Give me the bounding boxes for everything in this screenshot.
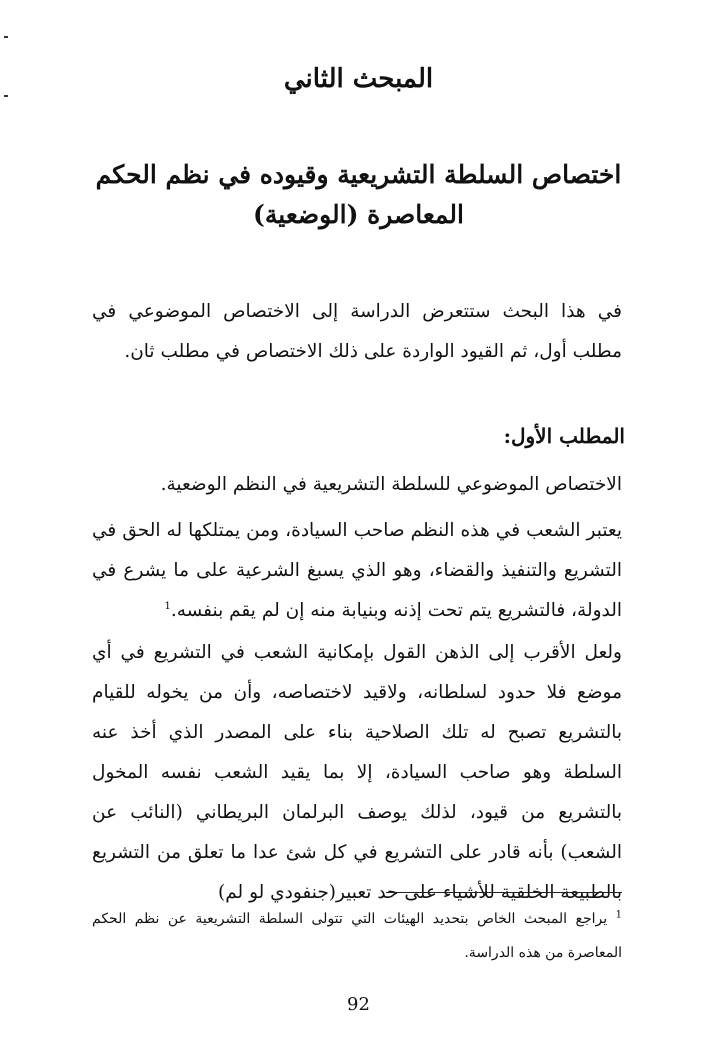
scan-mark <box>4 95 8 97</box>
body-paragraph-1 <box>92 511 622 631</box>
subsection-topic: الاختصاص الموضوعي للسلطة التشريعية في النظم الوضعية. <box>160 474 622 495</box>
body-paragraph-2: ولعل الأقرب إلى الذهن القول بإمكانية الشعب في التشريع في أي موضع فلا حدود لسلطانه، ولاقيد لاختصاصه، وأن من يخوله للقيام بالتشريع تصبح له تلك الصلاحية بناء على المصدر الذي أخذ عنه السلطة وهو صاحب السيادة، إلا بما يقيد الشعب نفسه المخول بالتشريع من قيود، لذلك يوصف البرلمان البريطاني (النائب عن الشعب) بأنه قادر على التشريع في كل شئ عدا ما تعلق من التشريع بالطبيعة الخلقية للأشياء على حد تعبير(جنفودي لو لم) <box>92 642 622 903</box>
subsection-heading: المطلب الأول: <box>503 424 625 448</box>
footnote <box>92 902 622 970</box>
section-title-line-1: اختصاص السلطة التشريعية وقيوده في نظم الحكم <box>95 160 622 189</box>
chapter-title: المبحث الثاني <box>283 64 434 94</box>
body-paragraph-1-text: يعتبر الشعب في هذه النظم صاحب السيادة، ومن يمتلكها له الحق في التشريع والتنفيذ والقضاء، وهو الذي يسبغ الشرعية على ما يشرع في الدولة، فالتشريع يتم تحت إذنه وبنيابة منه إن لم يقم بنفسه. <box>92 520 622 621</box>
footnote-text: يراجع المبحث الخاص بتحديد الهيئات التي تتولى السلطة التشريعية عن نظم الحكم المعاصرة من هذه الدراسة. <box>92 911 622 961</box>
intro-paragraph: في هذا البحث ستتعرض الدراسة إلى الاختصاص الموضوعي في مطلب أول، ثم القيود الواردة على ذلك الاختصاص في مطلب ثان. <box>92 301 622 362</box>
page-number: 92 <box>347 994 370 1015</box>
footnote-marker: 1 <box>615 909 622 921</box>
scan-mark <box>4 36 8 38</box>
footnote-divider <box>386 892 622 893</box>
footnote-reference: 1 <box>164 600 171 612</box>
section-title-line-2: المعاصرة (الوضعية) <box>253 200 464 229</box>
